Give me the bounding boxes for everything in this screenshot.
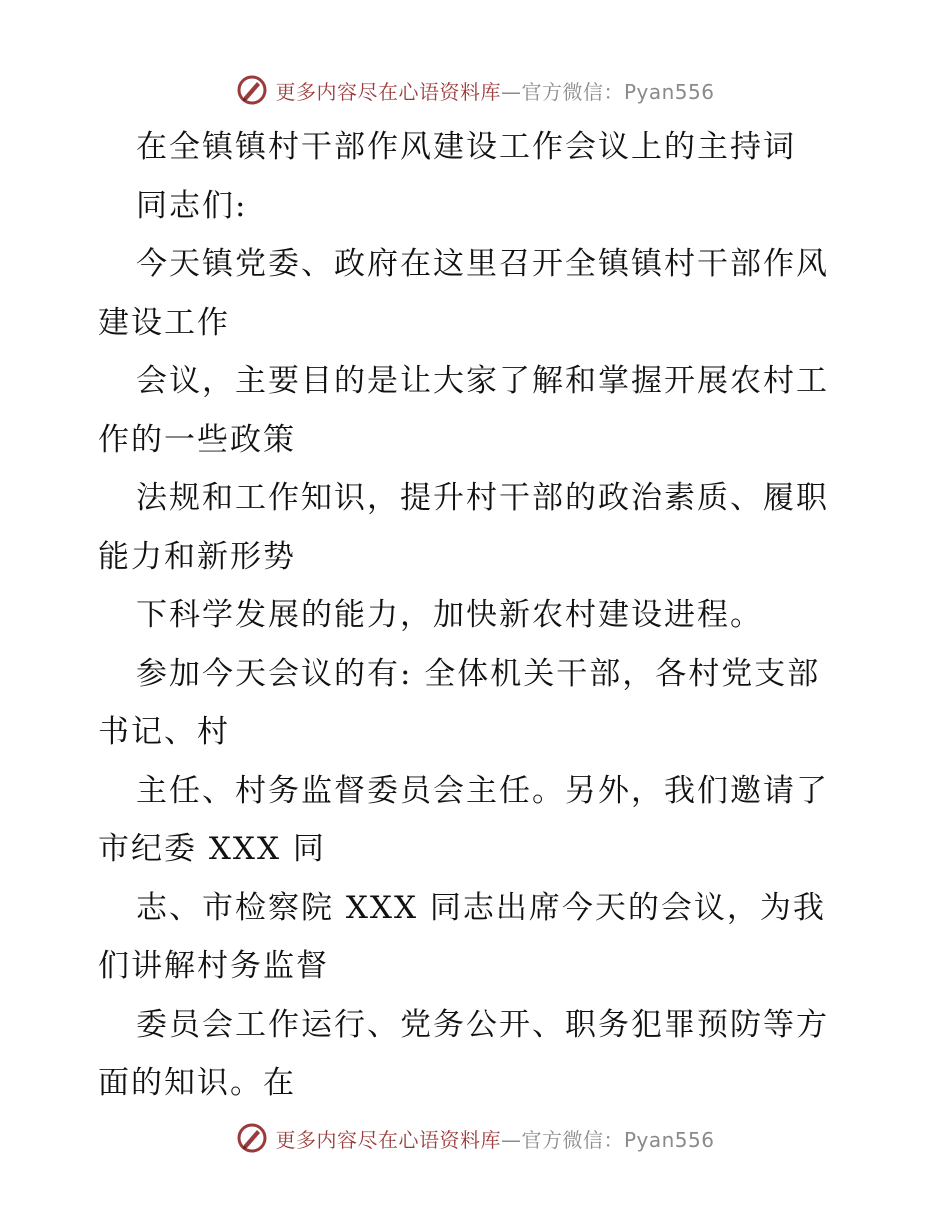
banner-site-text: 更多内容尽在心语资料库 xyxy=(275,79,501,104)
document-title: 在全镇镇村干部作风建设工作会议上的主持词 xyxy=(136,129,796,165)
pen-circle-logo-icon xyxy=(235,73,269,107)
body-line: 面的知识。在 xyxy=(98,1065,296,1101)
body-line: 书记、村 xyxy=(98,714,230,750)
body-line: 委员会工作运行、党务公开、职务犯罪预防等方 xyxy=(136,1006,829,1043)
body-line: 主任、村务监督委员会主任。另外，我们邀请了 xyxy=(136,772,829,809)
body-line: 参加今天会议的有: 全体机关干部，各村党支部 xyxy=(136,655,821,692)
body-line: 同志们: xyxy=(136,187,248,224)
body-line: 建设工作 xyxy=(98,304,230,341)
banner-wechat-text: —官方微信：Pyan556 xyxy=(500,1127,715,1152)
body-line: 们讲解村务监督 xyxy=(98,948,329,984)
body-line: 能力和新形势 xyxy=(98,538,296,575)
document-body xyxy=(98,118,858,1113)
pen-circle-logo-icon xyxy=(235,1121,269,1155)
banner-wechat-text: —官方微信：Pyan556 xyxy=(500,79,715,104)
body-line: 法规和工作知识，提升村干部的政治素质、履职 xyxy=(136,480,829,516)
footer-banner xyxy=(0,1118,950,1158)
header-banner xyxy=(0,70,950,110)
body-line: 作的一些政策 xyxy=(98,421,296,458)
body-line: 志、市检察院 XXX 同志出席今天的会议，为我 xyxy=(136,889,826,926)
body-line: 市纪委 XXX 同 xyxy=(98,831,326,867)
body-line: 会议，主要目的是让大家了解和掌握开展农村工 xyxy=(136,363,829,399)
body-line: 下科学发展的能力，加快新农村建设进程。 xyxy=(136,597,763,633)
banner-site-text: 更多内容尽在心语资料库 xyxy=(275,1127,501,1152)
body-line: 今天镇党委、政府在这里召开全镇镇村干部作风 xyxy=(136,246,829,282)
